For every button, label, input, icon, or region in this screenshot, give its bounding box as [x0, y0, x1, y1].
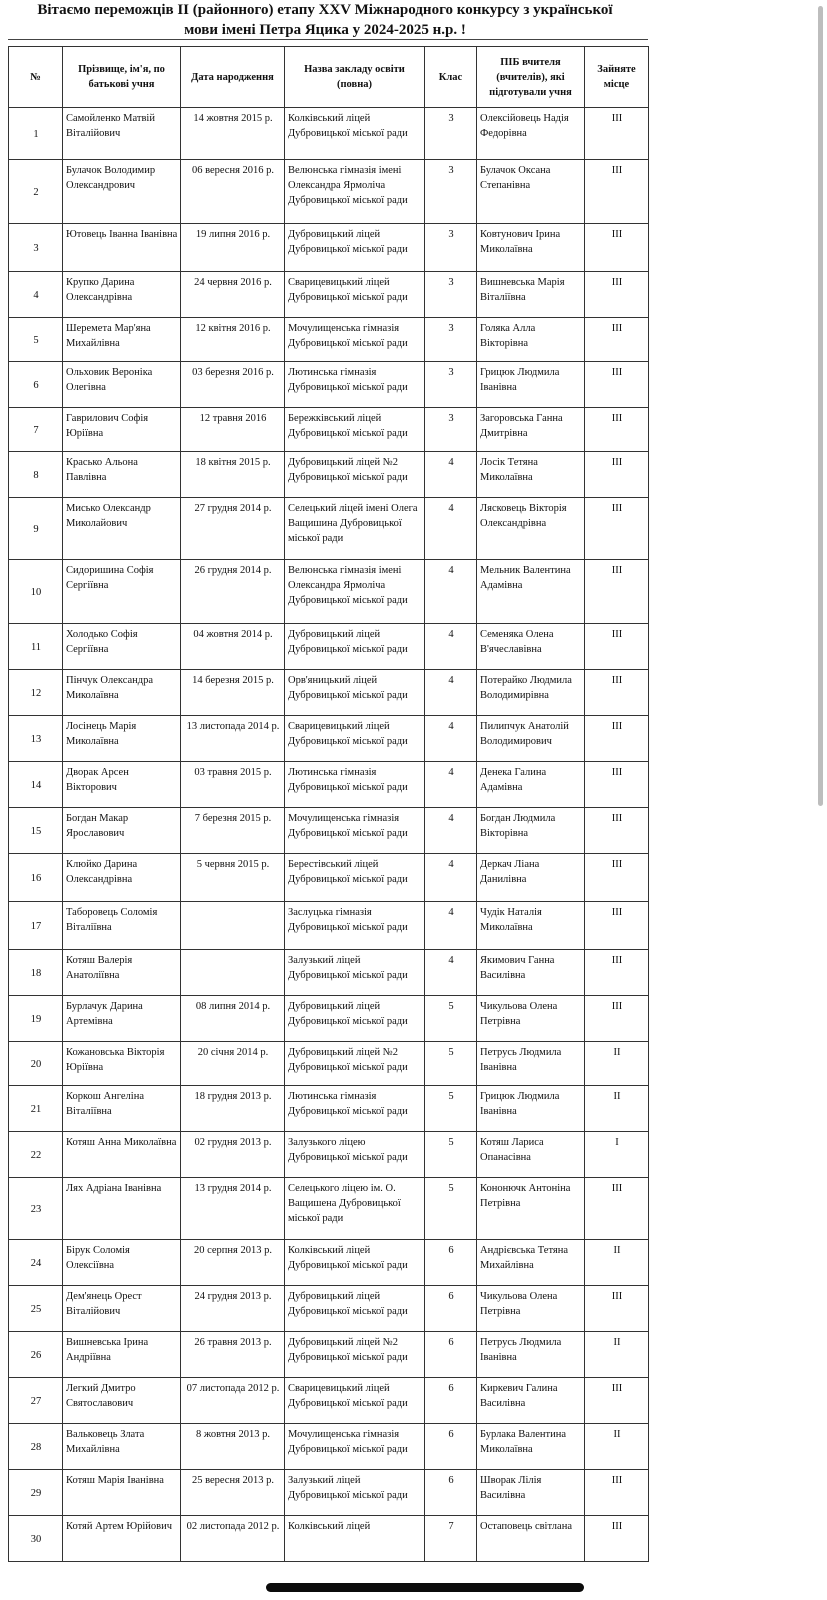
table-row [9, 1178, 649, 1240]
student-name-cell: Ольховик Вероніка Олегівна [63, 362, 181, 408]
class-cell: 6 [425, 1240, 477, 1286]
place-cell: ІІІ [585, 1516, 649, 1562]
place-cell: ІІІ [585, 272, 649, 318]
row-number-cell: 6 [9, 362, 63, 408]
birth-date-cell: 03 березня 2016 р. [181, 362, 285, 408]
table-row [9, 362, 649, 408]
table-row [9, 1086, 649, 1132]
place-cell: ІІІ [585, 1470, 649, 1516]
class-cell: 4 [425, 624, 477, 670]
row-number-cell: 1 [9, 108, 63, 160]
row-number-cell: 2 [9, 160, 63, 224]
table-row [9, 560, 649, 624]
teacher-name-cell: Бурлака Валентина Миколаївна [477, 1424, 585, 1470]
teacher-name-cell: Чудік Наталія Миколаївна [477, 902, 585, 950]
birth-date-cell: 12 травня 2016 [181, 408, 285, 452]
table-row [9, 1286, 649, 1332]
table-row [9, 854, 649, 902]
class-cell: 4 [425, 670, 477, 716]
class-cell: 3 [425, 108, 477, 160]
row-number-cell: 4 [9, 272, 63, 318]
teacher-name-cell: Остаповець світлана [477, 1516, 585, 1562]
table-row [9, 108, 649, 160]
class-cell: 4 [425, 716, 477, 762]
place-cell: ІІІ [585, 854, 649, 902]
place-cell: ІІІ [585, 362, 649, 408]
student-name-cell: Самойленко Матвій Віталійович [63, 108, 181, 160]
school-name-cell: Селецький ліцей імені Олега Ващишина Дубровицької міської ради [285, 498, 425, 560]
place-cell: ІІІ [585, 160, 649, 224]
class-cell: 4 [425, 762, 477, 808]
place-cell: ІІ [585, 1424, 649, 1470]
place-cell: ІІІ [585, 1286, 649, 1332]
class-cell: 4 [425, 854, 477, 902]
teacher-name-cell: Мельник Валентина Адамівна [477, 560, 585, 624]
school-name-cell: Дубровицький ліцей №2 Дубровицької міської ради [285, 1332, 425, 1378]
student-name-cell: Крупко Дарина Олександрівна [63, 272, 181, 318]
birth-date-cell [181, 950, 285, 996]
teacher-name-cell: Семеняка Олена В'ячеславівна [477, 624, 585, 670]
place-cell: ІІІ [585, 1178, 649, 1240]
class-cell: 7 [425, 1516, 477, 1562]
table-row [9, 1132, 649, 1178]
student-name-cell: Кожановська Вікторія Юріївна [63, 1042, 181, 1086]
table-row [9, 996, 649, 1042]
col-header-place: Зайняте місце [585, 47, 649, 108]
class-cell: 6 [425, 1378, 477, 1424]
student-name-cell: Бурлачук Дарина Артемівна [63, 996, 181, 1042]
table-row [9, 716, 649, 762]
class-cell: 5 [425, 1086, 477, 1132]
teacher-name-cell: Котяш Лариса Опанасівна [477, 1132, 585, 1178]
student-name-cell: Вишневська Ірина Андріївна [63, 1332, 181, 1378]
teacher-name-cell: Петрусь Людмила Іванівна [477, 1042, 585, 1086]
header-row [9, 47, 649, 108]
col-header-class: Клас [425, 47, 477, 108]
row-number-cell: 24 [9, 1240, 63, 1286]
student-name-cell: Шеремета Мар'яна Михайлівна [63, 318, 181, 362]
place-cell: ІІІ [585, 762, 649, 808]
student-name-cell: Клюйко Дарина Олександрівна [63, 854, 181, 902]
school-name-cell: Бережківський ліцей Дубровицької міської ради [285, 408, 425, 452]
row-number-cell: 22 [9, 1132, 63, 1178]
place-cell: ІІ [585, 1042, 649, 1086]
class-cell: 5 [425, 996, 477, 1042]
birth-date-cell: 13 листопада 2014 р. [181, 716, 285, 762]
row-number-cell: 25 [9, 1286, 63, 1332]
table-row [9, 272, 649, 318]
row-number-cell: 23 [9, 1178, 63, 1240]
student-name-cell: Коркош Ангеліна Віталіївна [63, 1086, 181, 1132]
table-row [9, 1378, 649, 1424]
class-cell: 6 [425, 1424, 477, 1470]
teacher-name-cell: Ковтунович Ірина Миколаївна [477, 224, 585, 272]
row-number-cell: 21 [9, 1086, 63, 1132]
table-row [9, 670, 649, 716]
birth-date-cell: 26 грудня 2014 р. [181, 560, 285, 624]
student-name-cell: Вальковець Злата Михайлівна [63, 1424, 181, 1470]
table-row [9, 1332, 649, 1378]
student-name-cell: Холодько Софія Сергіївна [63, 624, 181, 670]
row-number-cell: 10 [9, 560, 63, 624]
place-cell: І [585, 1132, 649, 1178]
student-name-cell: Лосінець Марія Миколаївна [63, 716, 181, 762]
teacher-name-cell: Якимович Ганна Василівна [477, 950, 585, 996]
birth-date-cell: 8 жовтня 2013 р. [181, 1424, 285, 1470]
row-number-cell: 28 [9, 1424, 63, 1470]
student-name-cell: Легкий Дмитро Святославович [63, 1378, 181, 1424]
student-name-cell: Дворак Арсен Вікторович [63, 762, 181, 808]
class-cell: 4 [425, 808, 477, 854]
table-row [9, 160, 649, 224]
class-cell: 4 [425, 452, 477, 498]
birth-date-cell [181, 902, 285, 950]
school-name-cell: Велюнська гімназія імені Олександра Ярмоліча Дубровицької міської ради [285, 160, 425, 224]
table-row [9, 408, 649, 452]
row-number-cell: 14 [9, 762, 63, 808]
place-cell: ІІІ [585, 716, 649, 762]
teacher-name-cell: Лясковець Вікторія Олександрівна [477, 498, 585, 560]
teacher-name-cell: Кононючк Антоніна Петрівна [477, 1178, 585, 1240]
place-cell: ІІІ [585, 902, 649, 950]
student-name-cell: Дем'янець Орест Віталійович [63, 1286, 181, 1332]
teacher-name-cell: Чикульова Олена Петрівна [477, 996, 585, 1042]
birth-date-cell: 20 серпня 2013 р. [181, 1240, 285, 1286]
teacher-name-cell: Пилипчук Анатолій Володимирович [477, 716, 585, 762]
home-indicator[interactable] [266, 1583, 584, 1592]
table-row [9, 808, 649, 854]
birth-date-cell: 02 грудня 2013 р. [181, 1132, 285, 1178]
school-name-cell: Сварицевицький ліцей Дубровицької міської ради [285, 716, 425, 762]
school-name-cell: Велюнська гімназія імені Олександра Ярмоліча Дубровицької міської ради [285, 560, 425, 624]
row-number-cell: 18 [9, 950, 63, 996]
birth-date-cell: 7 березня 2015 р. [181, 808, 285, 854]
place-cell: ІІ [585, 1332, 649, 1378]
teacher-name-cell: Лосік Тетяна Миколаївна [477, 452, 585, 498]
school-name-cell: Лютинська гімназія Дубровицької міської ради [285, 362, 425, 408]
birth-date-cell: 14 березня 2015 р. [181, 670, 285, 716]
table-row [9, 624, 649, 670]
school-name-cell: Залузького ліцею Дубровицької міської ради [285, 1132, 425, 1178]
birth-date-cell: 02 листопада 2012 р. [181, 1516, 285, 1562]
teacher-name-cell: Киркевич Галина Василівна [477, 1378, 585, 1424]
student-name-cell: Ютовець Іванна Іванівна [63, 224, 181, 272]
student-name-cell: Мисько Олександр Миколайович [63, 498, 181, 560]
birth-date-cell: 03 травня 2015 р. [181, 762, 285, 808]
place-cell: ІІІ [585, 1378, 649, 1424]
class-cell: 5 [425, 1132, 477, 1178]
student-name-cell: Булачок Володимир Олександрович [63, 160, 181, 224]
row-number-cell: 20 [9, 1042, 63, 1086]
teacher-name-cell: Голяка Алла Вікторівна [477, 318, 585, 362]
table-row [9, 452, 649, 498]
place-cell: ІІІ [585, 108, 649, 160]
place-cell: ІІІ [585, 950, 649, 996]
col-header-name: Прізвище, ім'я, по батькові учня [63, 47, 181, 108]
class-cell: 5 [425, 1178, 477, 1240]
student-name-cell: Красько Альона Павлівна [63, 452, 181, 498]
school-name-cell: Лютинська гімназія Дубровицької міської ради [285, 1086, 425, 1132]
school-name-cell: Сварицевицький ліцей Дубровицької міської ради [285, 272, 425, 318]
birth-date-cell: 27 грудня 2014 р. [181, 498, 285, 560]
scrollbar[interactable] [818, 6, 823, 806]
title-line-1: Вітаємо переможців ІІ (районного) етапу XXV Міжнародного конкурсу з української [37, 2, 613, 18]
place-cell: ІІІ [585, 408, 649, 452]
birth-date-cell: 24 червня 2016 р. [181, 272, 285, 318]
school-name-cell: Дубровицький ліцей №2 Дубровицької міської ради [285, 452, 425, 498]
place-cell: ІІІ [585, 624, 649, 670]
teacher-name-cell: Деркач Ліана Данилівна [477, 854, 585, 902]
school-name-cell: Дубровицький ліцей Дубровицької міської ради [285, 624, 425, 670]
class-cell: 4 [425, 560, 477, 624]
school-name-cell: Дубровицький ліцей Дубровицької міської ради [285, 996, 425, 1042]
teacher-name-cell: Андрієвська Тетяна Михайлівна [477, 1240, 585, 1286]
table-row [9, 1042, 649, 1086]
birth-date-cell: 07 листопада 2012 р. [181, 1378, 285, 1424]
birth-date-cell: 12 квітня 2016 р. [181, 318, 285, 362]
row-number-cell: 3 [9, 224, 63, 272]
school-name-cell: Лютинська гімназія Дубровицької міської ради [285, 762, 425, 808]
place-cell: ІІІ [585, 318, 649, 362]
class-cell: 4 [425, 498, 477, 560]
place-cell: ІІІ [585, 808, 649, 854]
teacher-name-cell: Богдан Людмила Вікторівна [477, 808, 585, 854]
class-cell: 6 [425, 1470, 477, 1516]
class-cell: 3 [425, 224, 477, 272]
col-header-dob: Дата народження [181, 47, 285, 108]
student-name-cell: Пінчук Олександра Миколаївна [63, 670, 181, 716]
class-cell: 6 [425, 1286, 477, 1332]
col-header-school: Назва закладу освіти (повна) [285, 47, 425, 108]
school-name-cell: Залузький ліцей Дубровицької міської ради [285, 1470, 425, 1516]
birth-date-cell: 5 червня 2015 р. [181, 854, 285, 902]
school-name-cell: Колківський ліцей Дубровицької міської ради [285, 1240, 425, 1286]
place-cell: ІІІ [585, 224, 649, 272]
student-name-cell: Лях Адріана Іванівна [63, 1178, 181, 1240]
student-name-cell: Богдан Макар Ярославович [63, 808, 181, 854]
birth-date-cell: 13 грудня 2014 р. [181, 1178, 285, 1240]
student-name-cell: Котяш Валерія Анатоліївна [63, 950, 181, 996]
teacher-name-cell: Булачок Оксана Степанівна [477, 160, 585, 224]
teacher-name-cell: Потерайко Людмила Володимирівна [477, 670, 585, 716]
student-name-cell: Котяй Артем Юрійович [63, 1516, 181, 1562]
school-name-cell: Залузький ліцей Дубровицької міської ради [285, 950, 425, 996]
class-cell: 6 [425, 1332, 477, 1378]
row-number-cell: 26 [9, 1332, 63, 1378]
row-number-cell: 11 [9, 624, 63, 670]
teacher-name-cell: Шворак Лілія Василівна [477, 1470, 585, 1516]
class-cell: 4 [425, 950, 477, 996]
birth-date-cell: 18 квітня 2015 р. [181, 452, 285, 498]
school-name-cell: Дубровицький ліцей Дубровицької міської ради [285, 1286, 425, 1332]
school-name-cell: Заслуцька гімназія Дубровицької міської ради [285, 902, 425, 950]
row-number-cell: 13 [9, 716, 63, 762]
student-name-cell: Котяш Марія Іванівна [63, 1470, 181, 1516]
school-name-cell: Сварицевицький ліцей Дубровицької міської ради [285, 1378, 425, 1424]
col-header-num: № [9, 47, 63, 108]
birth-date-cell: 26 травня 2013 р. [181, 1332, 285, 1378]
teacher-name-cell: Петрусь Людмила Іванівна [477, 1332, 585, 1378]
teacher-name-cell: Олексійовець Надія Федорівна [477, 108, 585, 160]
school-name-cell: Дубровицький ліцей №2 Дубровицької міської ради [285, 1042, 425, 1086]
table-body [9, 108, 649, 1562]
place-cell: ІІІ [585, 670, 649, 716]
school-name-cell: Мочулищенська гімназія Дубровицької міської ради [285, 1424, 425, 1470]
table-row [9, 1240, 649, 1286]
row-number-cell: 7 [9, 408, 63, 452]
class-cell: 3 [425, 160, 477, 224]
table-row [9, 318, 649, 362]
teacher-name-cell: Грицюк Людмила Іванівна [477, 1086, 585, 1132]
row-number-cell: 29 [9, 1470, 63, 1516]
school-name-cell: Мочулищенська гімназія Дубровицької міської ради [285, 808, 425, 854]
class-cell: 3 [425, 318, 477, 362]
birth-date-cell: 24 грудня 2013 р. [181, 1286, 285, 1332]
row-number-cell: 12 [9, 670, 63, 716]
class-cell: 3 [425, 272, 477, 318]
table-row [9, 902, 649, 950]
row-number-cell: 5 [9, 318, 63, 362]
place-cell: ІІІ [585, 498, 649, 560]
table-row [9, 1424, 649, 1470]
student-name-cell: Сидоришина Софія Сергіївна [63, 560, 181, 624]
table-row [9, 950, 649, 996]
row-number-cell: 15 [9, 808, 63, 854]
school-name-cell: Мочулищенська гімназія Дубровицької міської ради [285, 318, 425, 362]
birth-date-cell: 06 вересня 2016 р. [181, 160, 285, 224]
place-cell: ІІІ [585, 452, 649, 498]
place-cell: ІІ [585, 1086, 649, 1132]
row-number-cell: 27 [9, 1378, 63, 1424]
class-cell: 3 [425, 362, 477, 408]
student-name-cell: Бірук Соломія Олексіївна [63, 1240, 181, 1286]
student-name-cell: Гаврилович Софія Юріївна [63, 408, 181, 452]
row-number-cell: 17 [9, 902, 63, 950]
birth-date-cell: 20 січня 2014 р. [181, 1042, 285, 1086]
row-number-cell: 9 [9, 498, 63, 560]
teacher-name-cell: Загоровська Ганна Дмитрівна [477, 408, 585, 452]
table-row [9, 1470, 649, 1516]
top-rule [8, 39, 648, 40]
student-name-cell: Таборовець Соломія Віталіївна [63, 902, 181, 950]
birth-date-cell: 25 вересня 2013 р. [181, 1470, 285, 1516]
title-line-2: мови імені Петра Яцика у 2024-2025 н.р. ! [184, 22, 466, 38]
birth-date-cell: 19 липня 2016 р. [181, 224, 285, 272]
class-cell: 5 [425, 1042, 477, 1086]
teacher-name-cell: Грицюк Людмила Іванівна [477, 362, 585, 408]
class-cell: 3 [425, 408, 477, 452]
school-name-cell: Селецького ліцею ім. О. Ващишена Дубровицької міської ради [285, 1178, 425, 1240]
birth-date-cell: 18 грудня 2013 р. [181, 1086, 285, 1132]
col-header-teacher: ПІБ вчителя (вчителів), які підготували учня [477, 47, 585, 108]
student-name-cell: Котяш Анна Миколаївна [63, 1132, 181, 1178]
table-row [9, 762, 649, 808]
row-number-cell: 8 [9, 452, 63, 498]
place-cell: ІІ [585, 1240, 649, 1286]
page-title [0, 0, 650, 40]
school-name-cell: Берестівський ліцей Дубровицької міської ради [285, 854, 425, 902]
birth-date-cell: 14 жовтня 2015 р. [181, 108, 285, 160]
birth-date-cell: 08 липня 2014 р. [181, 996, 285, 1042]
row-number-cell: 19 [9, 996, 63, 1042]
teacher-name-cell: Вишневська Марія Віталіївна [477, 272, 585, 318]
teacher-name-cell: Чикульова Олена Петрівна [477, 1286, 585, 1332]
table-row [9, 224, 649, 272]
place-cell: ІІІ [585, 996, 649, 1042]
table-row [9, 1516, 649, 1562]
teacher-name-cell: Денека Галина Адамівна [477, 762, 585, 808]
table-row [9, 498, 649, 560]
row-number-cell: 30 [9, 1516, 63, 1562]
birth-date-cell: 04 жовтня 2014 р. [181, 624, 285, 670]
row-number-cell: 16 [9, 854, 63, 902]
school-name-cell: Орв'яницький ліцей Дубровицької міської ради [285, 670, 425, 716]
school-name-cell: Колківський ліцей Дубровицької міської ради [285, 108, 425, 160]
class-cell: 4 [425, 902, 477, 950]
school-name-cell: Дубровицький ліцей Дубровицької міської ради [285, 224, 425, 272]
results-table [8, 46, 649, 1562]
place-cell: ІІІ [585, 560, 649, 624]
school-name-cell: Колківський ліцей [285, 1516, 425, 1562]
